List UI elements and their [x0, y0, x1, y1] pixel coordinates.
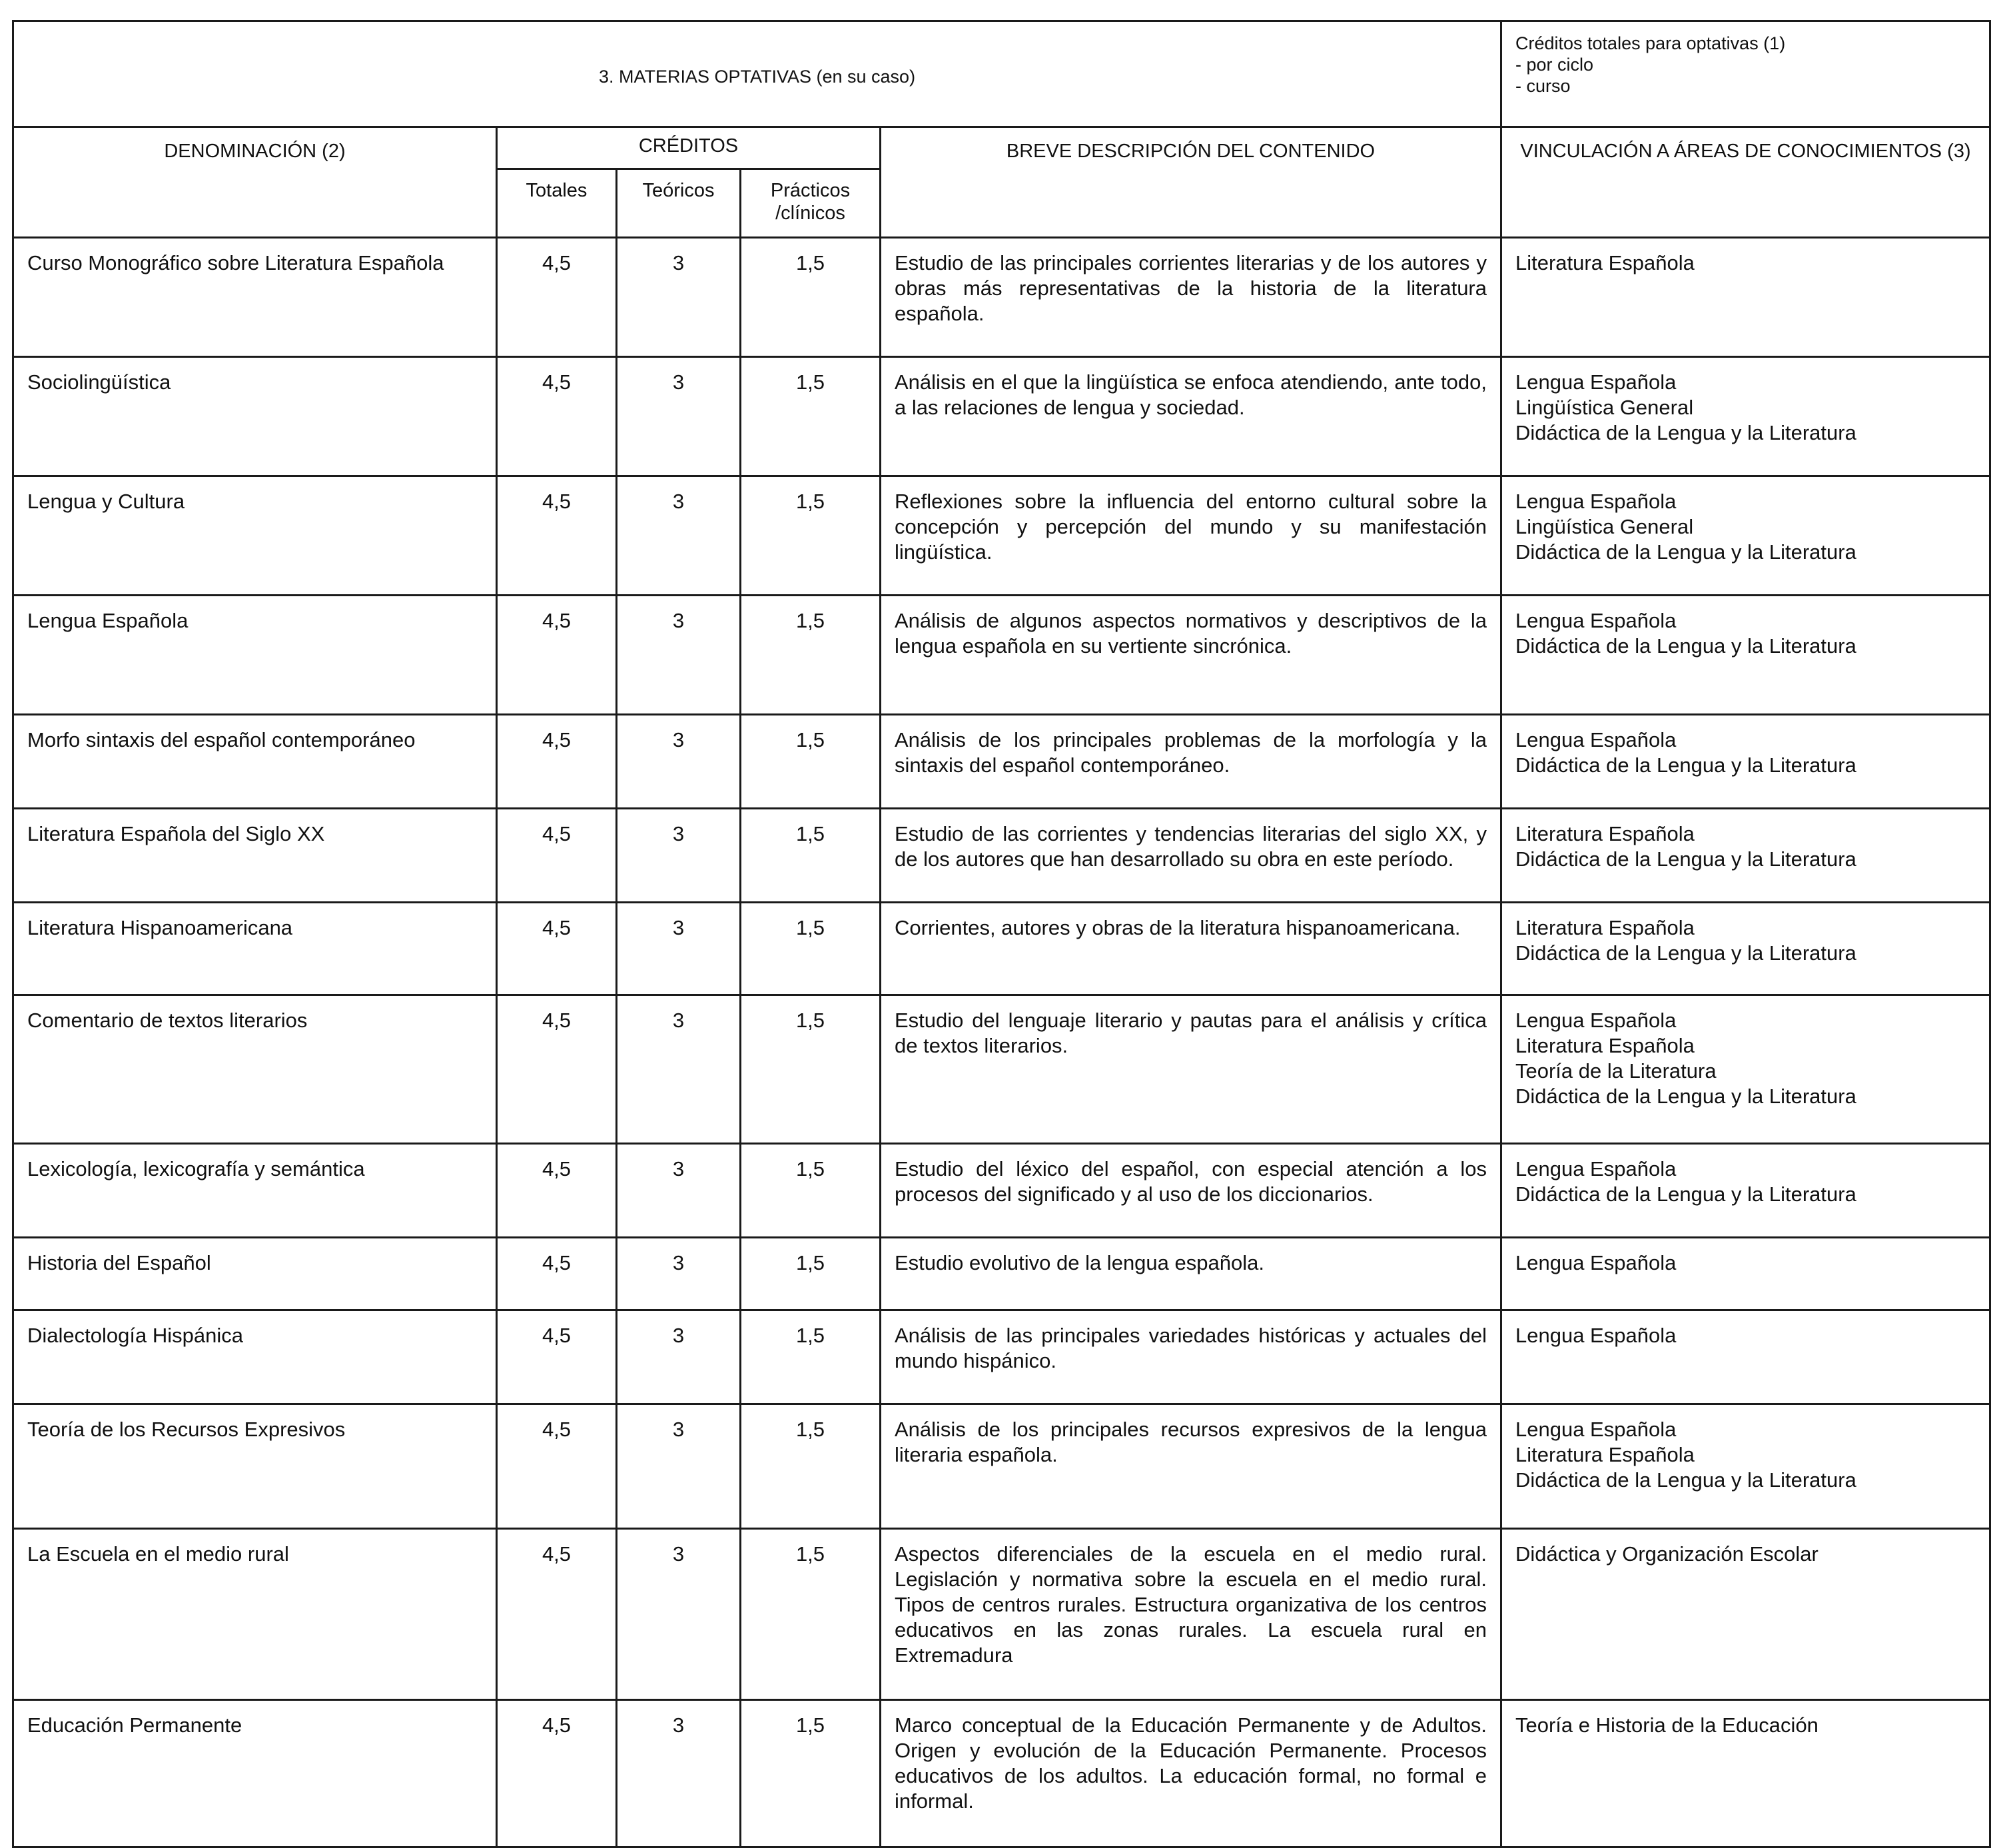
subject-description: Análisis de los principales recursos expresivos de la lengua literaria española. [881, 1404, 1501, 1529]
credits-totales: 4,5 [497, 1238, 617, 1310]
credits-teoricos: 3 [617, 238, 741, 357]
credits-teoricos: 3 [617, 1404, 741, 1529]
table-row [13, 809, 1990, 903]
table-row [13, 1529, 1990, 1700]
knowledge-areas [1501, 596, 1990, 715]
subject-description: Estudio del léxico del español, con especial atención a los procesos del significado y al uso de los diccionarios. [881, 1144, 1501, 1238]
knowledge-areas [1501, 1404, 1990, 1529]
knowledge-area-item: Lengua Española [1515, 370, 1677, 394]
subject-description: Análisis de las principales variedades históricas y actuales del mundo hispánico. [881, 1310, 1501, 1404]
header-creditos: CRÉDITOS [497, 127, 881, 169]
table-row [13, 1310, 1990, 1404]
credits-totales: 4,5 [497, 238, 617, 357]
credits-practicos: 1,5 [741, 1700, 881, 1847]
credits-totales: 4,5 [497, 1144, 617, 1238]
credits-total-line: - curso [1515, 76, 1571, 96]
knowledge-areas [1501, 238, 1990, 357]
knowledge-areas [1501, 809, 1990, 903]
credits-total-line: - por ciclo [1515, 55, 1594, 75]
knowledge-areas [1501, 1238, 1990, 1310]
knowledge-area-item: Didáctica de la Lengua y la Literatura [1515, 421, 1856, 444]
credits-totales: 4,5 [497, 476, 617, 596]
knowledge-area-item: Lingüística General [1515, 396, 1694, 419]
subject-description: Análisis en el que la lingüística se enfoca atendiendo, ante todo, a las relaciones de lengua y sociedad. [881, 357, 1501, 476]
credits-practicos: 1,5 [741, 1310, 881, 1404]
header-descripcion: BREVE DESCRIPCIÓN DEL CONTENIDO [881, 127, 1501, 238]
credits-teoricos: 3 [617, 357, 741, 476]
knowledge-area-item: Didáctica de la Lengua y la Literatura [1515, 634, 1856, 658]
knowledge-areas [1501, 476, 1990, 596]
subject-description: Aspectos diferenciales de la escuela en el medio rural. Legislación y normativa sobre la escuela en el medio rural. Tipos de centros rurales. Estructura organizativa de los centros educativos en las zonas rurales. La escuela rural en Extremadura [881, 1529, 1501, 1700]
column-header-row [13, 127, 1990, 169]
subject-name: La Escuela en el medio rural [13, 1529, 497, 1700]
knowledge-area-item: Lengua Española [1515, 1157, 1677, 1180]
subject-name: Lengua y Cultura [13, 476, 497, 596]
credits-teoricos: 3 [617, 1310, 741, 1404]
credits-practicos: 1,5 [741, 995, 881, 1144]
table-row [13, 715, 1990, 809]
credits-teoricos: 3 [617, 596, 741, 715]
table-row [13, 903, 1990, 995]
knowledge-area-item: Didáctica de la Lengua y la Literatura [1515, 941, 1856, 965]
knowledge-areas [1501, 903, 1990, 995]
document-page [12, 20, 1989, 1848]
credits-practicos: 1,5 [741, 1529, 881, 1700]
header-practicos-line: /clínicos [775, 203, 845, 224]
subject-name: Comentario de textos literarios [13, 995, 497, 1144]
credits-practicos: 1,5 [741, 715, 881, 809]
knowledge-area-item: Literatura Española [1515, 1034, 1695, 1057]
credits-teoricos: 3 [617, 809, 741, 903]
knowledge-area-item: Teoría e Historia de la Educación [1515, 1713, 1818, 1737]
credits-totales: 4,5 [497, 357, 617, 476]
credits-totales: 4,5 [497, 809, 617, 903]
header-teoricos: Teóricos [617, 169, 741, 238]
subject-name: Sociolingüística [13, 357, 497, 476]
knowledge-areas [1501, 995, 1990, 1144]
knowledge-area-item: Literatura Española [1515, 822, 1695, 845]
credits-practicos: 1,5 [741, 357, 881, 476]
credits-teoricos: 3 [617, 1700, 741, 1847]
credits-teoricos: 3 [617, 1529, 741, 1700]
header-practicos-line: Prácticos [770, 180, 851, 201]
header-vinculacion: VINCULACIÓN A ÁREAS DE CONOCIMIENTOS (3) [1501, 127, 1990, 238]
credits-practicos: 1,5 [741, 1144, 881, 1238]
subject-description: Reflexiones sobre la influencia del entorno cultural sobre la concepción y percepción del mundo y su manifestación lingüística. [881, 476, 1501, 596]
subject-description: Estudio del lenguaje literario y pautas para el análisis y crítica de textos literarios. [881, 995, 1501, 1144]
knowledge-area-item: Lengua Española [1515, 728, 1677, 751]
knowledge-area-item: Lengua Española [1515, 609, 1677, 632]
subject-name: Dialectología Hispánica [13, 1310, 497, 1404]
section-header-row [13, 21, 1990, 127]
table-row [13, 995, 1990, 1144]
knowledge-areas [1501, 1529, 1990, 1700]
knowledge-area-item: Literatura Española [1515, 1443, 1695, 1466]
credits-total-box [1501, 21, 1990, 127]
table-row [13, 476, 1990, 596]
subject-name: Morfo sintaxis del español contemporáneo [13, 715, 497, 809]
subject-name: Lexicología, lexicografía y semántica [13, 1144, 497, 1238]
subject-description: Estudio evolutivo de la lengua española. [881, 1238, 1501, 1310]
table-row [13, 1700, 1990, 1847]
table-row [13, 238, 1990, 357]
knowledge-area-item: Lengua Española [1515, 1324, 1677, 1347]
credits-practicos: 1,5 [741, 903, 881, 995]
subject-description: Análisis de algunos aspectos normativos y descriptivos de la lengua española en su vertiente sincrónica. [881, 596, 1501, 715]
credits-totales: 4,5 [497, 1310, 617, 1404]
knowledge-area-item: Teoría de la Literatura [1515, 1059, 1717, 1083]
knowledge-area-item: Didáctica de la Lengua y la Literatura [1515, 847, 1856, 871]
subject-description: Marco conceptual de la Educación Permanente y de Adultos. Origen y evolución de la Educación Permanente. Procesos educativos de los adultos. La educación formal, no formal e informal. [881, 1700, 1501, 1847]
knowledge-areas [1501, 715, 1990, 809]
credits-teoricos: 3 [617, 903, 741, 995]
subject-name: Literatura Hispanoamericana [13, 903, 497, 995]
credits-total-title: Créditos totales para optativas (1) [1515, 33, 1786, 53]
optativas-table [12, 20, 1991, 1848]
subject-name: Literatura Española del Siglo XX [13, 809, 497, 903]
credits-totales: 4,5 [497, 715, 617, 809]
credits-practicos: 1,5 [741, 476, 881, 596]
knowledge-area-item: Didáctica de la Lengua y la Literatura [1515, 753, 1856, 777]
credits-totales: 4,5 [497, 1700, 617, 1847]
subject-description: Estudio de las principales corrientes literarias y de los autores y obras más representativas de la historia de la literatura española. [881, 238, 1501, 357]
subject-description: Corrientes, autores y obras de la literatura hispanoamericana. [881, 903, 1501, 995]
credits-teoricos: 3 [617, 995, 741, 1144]
credits-teoricos: 3 [617, 1144, 741, 1238]
knowledge-area-item: Didáctica de la Lengua y la Literatura [1515, 1468, 1856, 1492]
credits-teoricos: 3 [617, 715, 741, 809]
table-row [13, 1144, 1990, 1238]
knowledge-areas [1501, 1144, 1990, 1238]
knowledge-area-item: Literatura Española [1515, 916, 1695, 939]
credits-totales: 4,5 [497, 995, 617, 1144]
knowledge-area-item: Didáctica de la Lengua y la Literatura [1515, 1182, 1856, 1206]
credits-practicos: 1,5 [741, 596, 881, 715]
knowledge-area-item: Didáctica de la Lengua y la Literatura [1515, 1085, 1856, 1108]
subject-name: Educación Permanente [13, 1700, 497, 1847]
knowledge-areas [1501, 357, 1990, 476]
knowledge-area-item: Literatura Española [1515, 251, 1695, 274]
knowledge-areas [1501, 1310, 1990, 1404]
header-totales: Totales [497, 169, 617, 238]
knowledge-area-item: Didáctica y Organización Escolar [1515, 1542, 1818, 1566]
credits-totales: 4,5 [497, 596, 617, 715]
knowledge-area-item: Lengua Española [1515, 1251, 1677, 1274]
header-denominacion: DENOMINACIÓN (2) [13, 127, 497, 238]
subject-name: Historia del Español [13, 1238, 497, 1310]
subject-description: Análisis de los principales problemas de la morfología y la sintaxis del español contemporáneo. [881, 715, 1501, 809]
credits-practicos: 1,5 [741, 1238, 881, 1310]
table-row [13, 596, 1990, 715]
credits-totales: 4,5 [497, 1404, 617, 1529]
section-title: 3. MATERIAS OPTATIVAS (en su caso) [13, 21, 1501, 127]
knowledge-area-item: Lengua Española [1515, 490, 1677, 513]
knowledge-area-item: Lingüística General [1515, 515, 1694, 538]
credits-totales: 4,5 [497, 903, 617, 995]
knowledge-areas [1501, 1700, 1990, 1847]
subject-name: Lengua Española [13, 596, 497, 715]
knowledge-area-item: Lengua Española [1515, 1418, 1677, 1441]
credits-totales: 4,5 [497, 1529, 617, 1700]
credits-teoricos: 3 [617, 1238, 741, 1310]
credits-practicos: 1,5 [741, 238, 881, 357]
credits-practicos: 1,5 [741, 809, 881, 903]
table-row [13, 357, 1990, 476]
table-row [13, 1238, 1990, 1310]
subject-description: Estudio de las corrientes y tendencias literarias del siglo XX, y de los autores que han desarrollado su obra en este período. [881, 809, 1501, 903]
knowledge-area-item: Didáctica de la Lengua y la Literatura [1515, 540, 1856, 564]
table-row [13, 1404, 1990, 1529]
header-practicos [741, 169, 881, 238]
subject-name: Teoría de los Recursos Expresivos [13, 1404, 497, 1529]
credits-teoricos: 3 [617, 476, 741, 596]
credits-practicos: 1,5 [741, 1404, 881, 1529]
knowledge-area-item: Lengua Española [1515, 1009, 1677, 1032]
subject-name: Curso Monográfico sobre Literatura Española [13, 238, 497, 357]
